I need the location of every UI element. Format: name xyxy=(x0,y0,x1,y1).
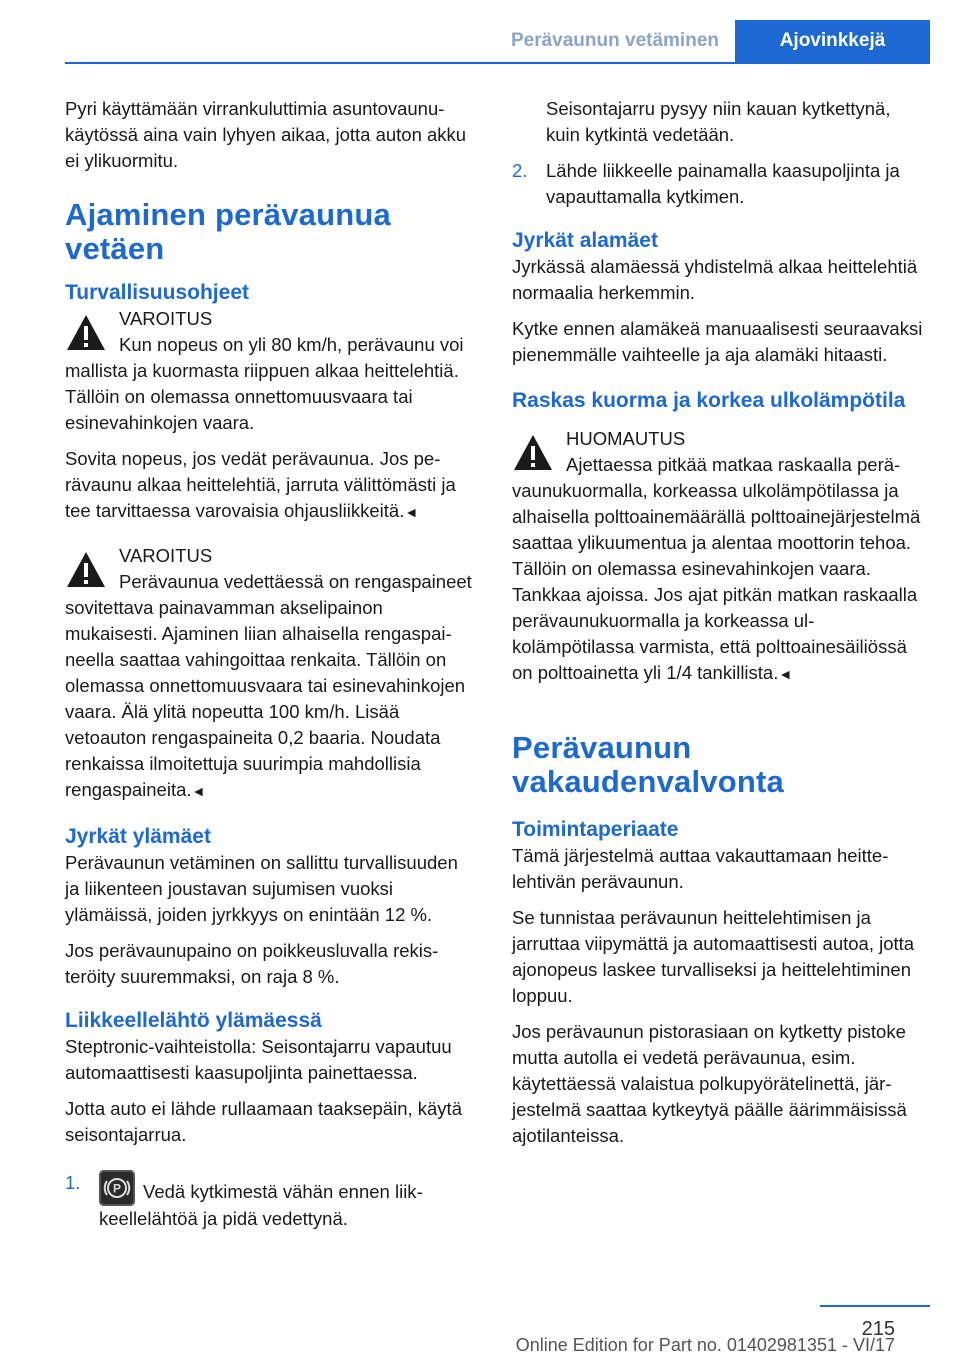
section-title: Perävaunun vetäminen xyxy=(510,30,719,51)
heading-principle: Toimintaperiaate xyxy=(512,818,679,841)
end-mark: ◄ xyxy=(404,504,419,520)
page-number: 215 xyxy=(861,1318,895,1340)
heading-safety: Turvallisuusohjeet xyxy=(65,281,249,304)
step-number: 1. xyxy=(65,1172,81,1193)
page-header xyxy=(0,20,960,62)
heading-downhill: Jyrkät alamäet xyxy=(512,229,658,252)
notice-text: Ajettaessa pitkää matkaa raskaalla perävaunukuormalla, korkeassa ulkolämpötilassa ja alhaisella polttoainemäärällä polttoainejärjestelmä saattaa ylikuumentua ja alentaa moottorin tehoa. Tällöin on olemassa esinevahinkojen vaara. Tankkaa ajoissa. Jos ajat pitkän matkan raskaalla perävaunukuormalla ja korkeassa ulkolämpötilassa varmista, että polttoainesäiliössä on polttoainetta yli 1/4 tankillista. xyxy=(512,454,921,683)
warning-label: VAROITUS xyxy=(119,545,213,566)
end-mark: ◄ xyxy=(191,783,206,799)
principle-paragraph-2: Se tunnistaa perävaunun heittelehtimisen ja jarruttaa viipymättä ja automaattisesti autoa, jotta ajonopeus laskee turvalliseksi ja heittelehtiminen loppuu. xyxy=(512,907,915,1006)
heading-towing: Ajaminen perävaunua vetäen xyxy=(65,197,391,266)
warning-text: Perävaunua vedettäessä on rengaspaineet sovitettava painavamman akselipainon mukaisesti. Ajaminen liian alhaisella rengaspaineella saattaa vahingoittaa renkaita. Tällöin on olemassa onnettomuusvaara tai esinevahinkojen vaara. Älä ylitä nopeutta 100 km/h. Lisää vetoauton rengaspaineita 0,2 baaria. Noudata renkaissa ilmoitettuja suurimpia mahdollisia rengaspaineita. xyxy=(65,571,472,800)
chapter-tab: Ajovinkkejä xyxy=(735,20,930,62)
notice-label: HUOMAUTUS xyxy=(566,428,686,449)
start-paragraph-1: Steptronic-vaihteistolla: Seisontajarru vapautuu automaattisesti kaasupoljinta painettaessa. xyxy=(65,1036,452,1083)
uphill-paragraph-1: Perävaunun vetäminen on sallittu turvallisuuden ja liikenteen joustavan sujumisen vuoksi ylämäissä, joiden jyrkkyys on enintään 12 %. xyxy=(65,852,458,925)
principle-paragraph-1: Tämä järjestelmä auttaa vakauttamaan heittelehtivän perävaunun. xyxy=(512,845,889,892)
step-number: 2. xyxy=(512,160,528,181)
heading-uphill-start: Liikkeellelähtö ylämäessä xyxy=(65,1009,322,1032)
footer-edition: Online Edition for Part no. 01402981351 - VI/17 xyxy=(515,1335,895,1355)
svg-text:P: P xyxy=(112,1181,122,1196)
intro-paragraph: Pyri käyttämään virrankuluttimia asuntovaunukäytössä aina vain lyhyen aikaa, jotta auton akku ei ylikuormitu. xyxy=(65,98,467,171)
warning-label: VAROITUS xyxy=(119,308,213,329)
warning-text: Kun nopeus on yli 80 km/h, perävaunu voi mallista ja kuormasta riippuen alkaa heittelehtiä. Tällöin on olemassa onnettomuusvaara tai esinevahinkojen vaara. xyxy=(65,334,464,433)
warning-triangle-icon xyxy=(65,312,107,354)
left-column xyxy=(65,96,477,1242)
downhill-paragraph-2: Kytke ennen alamäkeä manuaalisesti seuraavaksi pienemmälle vaihteelle ja aja alamäki hitaasti. xyxy=(512,318,923,365)
downhill-paragraph-1: Jyrkässä alamäessä yhdistelmä alkaa heittelehtiä normaalia herkemmin. xyxy=(512,256,918,303)
heading-uphill: Jyrkät ylämäet xyxy=(65,825,211,848)
right-column xyxy=(512,96,924,1159)
steps-list-continued xyxy=(512,96,924,210)
warning-instruction: Sovita nopeus, jos vedät perävaunua. Jos perävaunu alkaa heittelehtiä, jarruta välittömästi ja tee tarvittaessa varovaisia ohjausliikkeitä. xyxy=(65,448,456,521)
parking-brake-icon xyxy=(99,1170,135,1206)
warning-box-tyre xyxy=(65,543,477,804)
warning-triangle-icon xyxy=(65,549,107,591)
end-mark: ◄ xyxy=(778,666,793,682)
footer-divider xyxy=(820,1305,930,1307)
steps-list xyxy=(65,1170,477,1232)
start-paragraph-2: Jotta auto ei lähde rullaamaan taaksepäin, käytä seisontajarrua. xyxy=(65,1098,462,1145)
notice-box-fuel xyxy=(512,426,924,687)
step-continuation: Seisontajarru pysyy niin kauan kytkettynä, kuin kytkintä vedetään. xyxy=(546,98,891,145)
uphill-paragraph-2: Jos perävaunupaino on poikkeusluvalla rekisteröity suuremmaksi, on raja 8 %. xyxy=(65,940,439,987)
principle-paragraph-3: Jos perävaunun pistorasiaan on kytketty pistoke mutta autolla ei vedetä perävaunua, esim. käytettäessä valaistua polkupyörätelinettä, järjestelmä saattaa kytkeytyä päälle äärimmäisissä ajotilanteissa. xyxy=(512,1021,907,1146)
step-text: Vedä kytkimestä vähän ennen liikkeellelähtöä ja pidä vedettynä. xyxy=(99,1181,423,1229)
list-item xyxy=(65,1170,477,1232)
list-item xyxy=(512,158,924,210)
step-text: Lähde liikkeelle painamalla kaasupoljinta ja vapauttamalla kytkimen. xyxy=(546,160,900,207)
warning-box-speed xyxy=(65,306,477,436)
header-divider xyxy=(65,62,930,64)
notice-triangle-icon xyxy=(512,432,554,474)
heading-heavy-load: Raskas kuorma ja korkea ulkolämpötila xyxy=(512,389,906,412)
list-item xyxy=(512,96,924,148)
heading-stability-control: Perävaunun vakaudenvalvonta xyxy=(512,730,784,799)
